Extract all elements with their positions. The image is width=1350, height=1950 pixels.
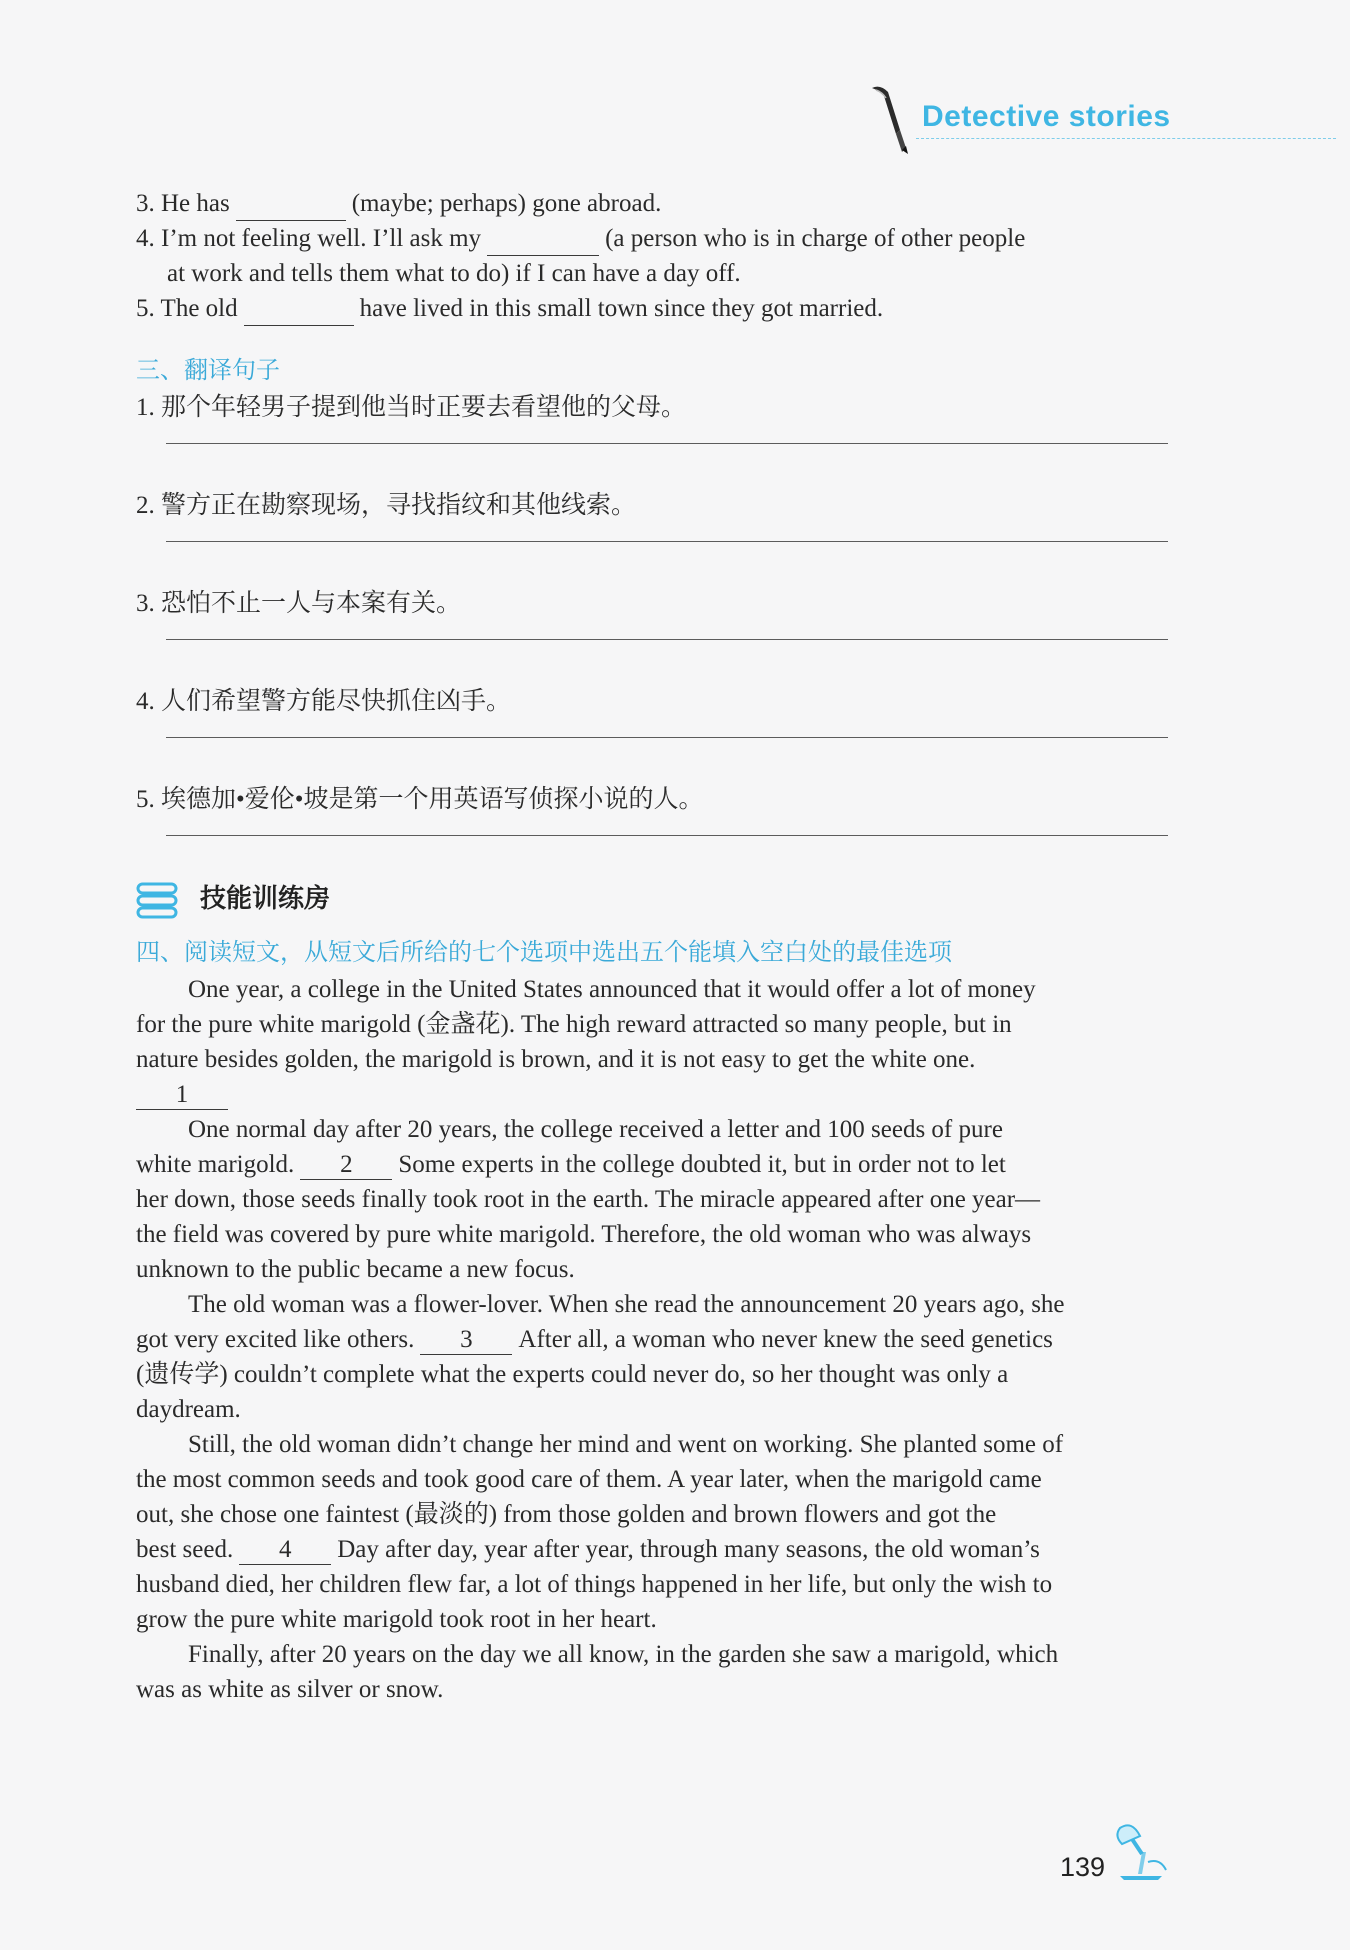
passage-line: her down, those seeds finally took root in the earth. The miracle appeared after one year— [136, 1186, 1041, 1213]
answer-line[interactable] [166, 736, 1168, 738]
passage-text: white marigold. [136, 1151, 295, 1178]
passage-line: Finally, after 20 years on the day we all know, in the garden she saw a marigold, which [188, 1641, 1059, 1668]
vocab-item-5 [136, 291, 1176, 326]
passage-text: After all, a woman who never knew the seed genetics [518, 1326, 1053, 1353]
vocab-item-3-hint: (maybe; perhaps) gone abroad. [351, 190, 662, 217]
skill-icon [136, 880, 178, 920]
passage-line: husband died, her children flew far, a lot of things happened in her life, but only the wish to [136, 1571, 1053, 1598]
answer-blank[interactable] [236, 192, 346, 221]
translate-item-1: 1. 那个年轻男子提到他当时正要去看望他的父母。 [136, 394, 687, 421]
passage-line: grow the pure white marigold took root in her heart. [136, 1606, 657, 1633]
passage-line: One normal day after 20 years, the college received a letter and 100 seeds of pure [188, 1116, 1003, 1143]
passage-line [136, 1322, 1176, 1357]
passage-line: for the pure white marigold (金盏花). The high reward attracted so many people, but in [136, 1011, 1012, 1038]
passage-line: nature besides golden, the marigold is brown, and it is not easy to get the white one. [136, 1046, 976, 1073]
passage-line: (遗传学) couldn’t complete what the experts could never do, so her thought was only a [136, 1361, 1009, 1388]
vocab-item-4-prefix: 4. I’m not feeling well. I’ll ask my [136, 225, 482, 252]
answer-line[interactable] [166, 834, 1168, 836]
passage-line [136, 1077, 1176, 1112]
page-number: 139 [1060, 1852, 1106, 1882]
pen-icon [866, 84, 910, 154]
page-header [860, 84, 1350, 154]
answer-line[interactable] [166, 442, 1168, 444]
translate-item-3: 3. 恐怕不止一人与本案有关。 [136, 590, 462, 617]
page-content [136, 186, 1176, 1707]
answer-blank[interactable] [487, 227, 599, 256]
passage-line: Still, the old woman didn’t change her mind and went on working. She planted some of [188, 1431, 1064, 1458]
passage-line: was as white as silver or snow. [136, 1676, 444, 1703]
numbered-blank-1[interactable]: 1 [136, 1081, 228, 1110]
passage-line [136, 1147, 1176, 1182]
skill-title: 技能训练房 [200, 884, 331, 914]
passage-text: best seed. [136, 1536, 234, 1563]
translate-heading: 三、翻译句子 [136, 356, 280, 384]
vocab-item-4-hint: (a person who is in charge of other people [605, 225, 1026, 252]
answer-blank[interactable] [244, 297, 354, 326]
vocab-item-4-cont: at work and tells them what to do) if I can have a day off. [167, 260, 741, 287]
answer-line[interactable] [166, 540, 1168, 542]
passage-line: out, she chose one faintest (最淡的) from those golden and brown flowers and got the [136, 1501, 997, 1528]
numbered-blank-4[interactable]: 4 [239, 1536, 331, 1565]
passage-text: Some experts in the college doubted it, but in order not to let [398, 1151, 1006, 1178]
passage-line [136, 1532, 1176, 1567]
numbered-blank-2[interactable]: 2 [300, 1151, 392, 1180]
passage-line: One year, a college in the United States announced that it would offer a lot of money [188, 976, 1036, 1003]
header-rule [916, 138, 1336, 139]
passage-line: the field was covered by pure white marigold. Therefore, the old woman who was always [136, 1221, 1032, 1248]
header-title: Detective stories [922, 100, 1171, 133]
passage-text: Day after day, year after year, through many seasons, the old woman’s [337, 1536, 1040, 1563]
translate-item-4: 4. 人们希望警方能尽快抓住凶手。 [136, 688, 512, 715]
reading-heading: 四、阅读短文，从短文后所给的七个选项中选出五个能填入空白处的最佳选项 [136, 938, 952, 966]
passage-text: got very excited like others. [136, 1326, 415, 1353]
vocab-item-5-prefix: 5. The old [136, 295, 238, 322]
passage-line: unknown to the public became a new focus. [136, 1256, 575, 1283]
passage-line: The old woman was a flower-lover. When she read the announcement 20 years ago, she [188, 1291, 1065, 1318]
vocab-item-5-hint: have lived in this small town since they got married. [359, 295, 884, 322]
vocab-item-4 [136, 221, 1176, 256]
passage-line: the most common seeds and took good care of them. A year later, when the marigold came [136, 1466, 1042, 1493]
lamp-icon [1112, 1822, 1170, 1882]
numbered-blank-3[interactable]: 3 [420, 1326, 512, 1355]
translate-item-2: 2. 警方正在勘察现场，寻找指纹和其他线索。 [136, 492, 637, 519]
skill-section-header [136, 876, 1176, 924]
vocab-item-3 [136, 186, 1176, 221]
answer-line[interactable] [166, 638, 1168, 640]
reading-passage [136, 972, 1176, 1707]
passage-line: daydream. [136, 1396, 241, 1423]
vocab-item-3-prefix: 3. He has [136, 190, 230, 217]
translate-item-5: 5. 埃德加•爱伦•坡是第一个用英语写侦探小说的人。 [136, 786, 704, 813]
